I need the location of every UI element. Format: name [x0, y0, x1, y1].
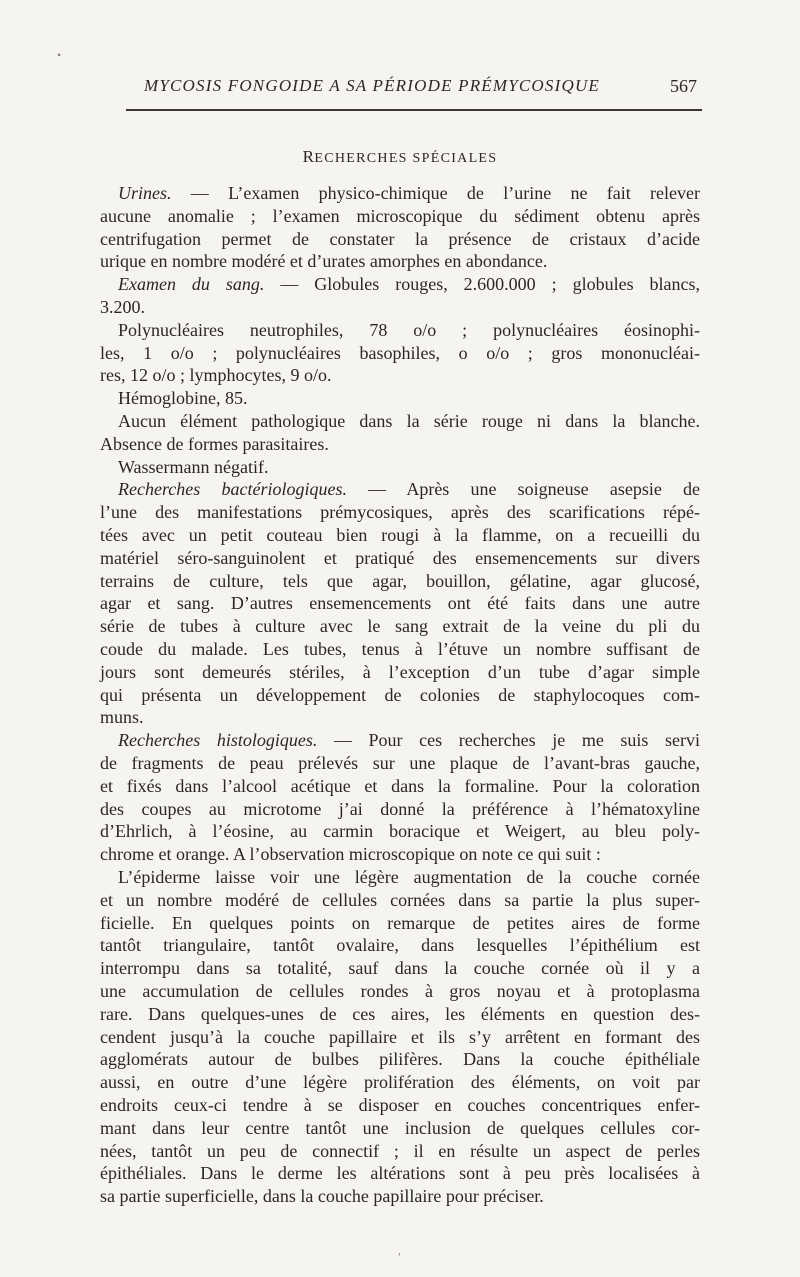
text-line [100, 1003, 700, 1026]
text-run: Hémoglobine, 85. [118, 388, 248, 409]
text-run: ficielle. En quelques points on remarque de petites aires de forme [100, 912, 700, 933]
text-run: coude du malade. Les tubes, tenus à l’étuve un nombre suffisant de [100, 639, 700, 659]
text-line [118, 478, 700, 501]
text-run: 3.200. [100, 297, 145, 317]
text-run: cendent jusqu’à la couche papillaire et ils s’y arrêtent en formant des [100, 1026, 700, 1047]
text-run: rare. Dans quelques-unes de ces aires, les éléments en question des- [100, 1003, 700, 1024]
text-run: épithéliales. Dans le derme les altérations sont à peu près localisées à [100, 1163, 700, 1184]
header-rule [126, 109, 702, 111]
text-line [100, 957, 700, 980]
text-line [118, 319, 700, 342]
text-run: aussi, en outre d’une légère prolifération des éléments, on voit par [100, 1072, 700, 1093]
text-line [100, 798, 700, 821]
text-run: et fixés dans l’alcool acétique et dans la formaline. Pour la coloration [100, 775, 700, 796]
text-run: une accumulation de cellules rondes à gros noyau et à protoplasma [100, 981, 700, 1001]
text-run: urique en nombre modéré et d’urates amorphes en abondance. [100, 251, 548, 272]
text-line [100, 752, 700, 775]
text-line [100, 706, 700, 729]
section-heading [100, 147, 700, 167]
run-in-heading: Recherches bactériologiques. [118, 479, 347, 500]
running-head [100, 72, 700, 104]
running-title: MYCOSIS FONGOIDE A SA PÉRIODE PRÉMYCOSIQUE [144, 76, 601, 95]
text-line [100, 364, 700, 387]
text-run: muns. [100, 707, 144, 728]
text-line [118, 729, 700, 752]
text-line [100, 934, 700, 957]
text-run: chrome et orange. A l’observation microscopique on note ce qui suit : [100, 844, 601, 865]
text-run: jours sont demeurés stériles, à l’exception d’un tube d’agar simple [100, 661, 700, 682]
text-run: série de tubes à culture avec le sang extrait de la veine du pli du [100, 616, 700, 637]
text-run: — Pour ces recherches je me suis servi [317, 730, 700, 751]
section-heading-rest: ECHERCHES SPÉCIALES [314, 151, 498, 166]
text-run: Wassermann négatif. [118, 456, 269, 477]
text-run: l’une des manifestations prémycosiques, après des scarifications répé- [100, 502, 700, 523]
text-run: mant dans leur centre tantôt une inclusion de quelques cellules cor- [100, 1117, 700, 1138]
text-line [118, 387, 700, 410]
text-line [118, 410, 700, 433]
text-line [100, 889, 700, 912]
text-line [100, 570, 700, 593]
text-run: interrompu dans sa totalité, sauf dans la couche cornée où il y a [100, 958, 700, 979]
text-run: — L’examen physico-chimique de l’urine ne fait relever [171, 183, 700, 203]
text-line [100, 1071, 700, 1094]
text-line [100, 250, 700, 273]
text-line [100, 1162, 700, 1185]
text-line [100, 684, 700, 707]
text-run: sa partie superficielle, dans la couche papillaire pour préciser. [100, 1186, 544, 1207]
text-run: Aucun élément pathologique dans la série rouge ni dans la blanche. [118, 411, 700, 431]
text-line [100, 1048, 700, 1071]
run-in-heading: Examen du sang. [118, 274, 265, 295]
body-text [100, 182, 701, 1207]
text-line [100, 228, 700, 251]
text-line [100, 615, 700, 638]
text-line [118, 182, 700, 205]
text-run: matériel séro-sanguinolent et pratiqué des ensemencements sur divers [100, 547, 700, 568]
text-line [118, 456, 700, 479]
text-run: nées, tantôt un peu de connectif ; il en résulte un aspect de perles [100, 1140, 700, 1161]
text-run: — Après une soigneuse asepsie de [346, 479, 700, 500]
text-line [100, 980, 700, 1003]
text-run: des coupes au microtome j’ai donné la préférence à l’hématoxyline [100, 798, 700, 819]
text-run: tées avec un petit couteau bien rougi à la flamme, on a recueilli du [100, 525, 700, 545]
text-run: agar et sang. D’autres ensemencements ont été faits dans une autre [100, 593, 700, 614]
text-line [100, 820, 700, 843]
text-line [100, 547, 700, 570]
text-line [100, 524, 700, 547]
text-line [100, 1094, 700, 1117]
text-run: endroits ceux-ci tendre à se disposer en couches concentriques enfer- [100, 1095, 700, 1115]
section-heading-initial: R [302, 147, 315, 166]
text-line [100, 592, 700, 615]
text-run: qui présenta un développement de colonies de staphylocoques com- [100, 684, 700, 705]
text-line [100, 1185, 700, 1208]
text-run: terrains de culture, tels que agar, bouillon, gélatine, agar glucosé, [100, 570, 700, 591]
text-run: les, 1 o/o ; polynucléaires basophiles, o o/o ; gros mononucléai- [100, 342, 700, 363]
scan-speck: • [57, 48, 62, 62]
run-in-heading: Recherches histologiques. [118, 730, 318, 751]
text-line [100, 433, 700, 456]
text-run: aucune anomalie ; l’examen microscopique du sédiment obtenu après [100, 205, 700, 226]
text-line [118, 866, 700, 889]
page-number: 567 [670, 76, 697, 96]
text-run: res, 12 o/o ; lymphocytes, 9 o/o. [100, 365, 332, 386]
text-line [100, 638, 700, 661]
run-in-heading: Urines. [118, 183, 172, 203]
text-line [100, 843, 700, 866]
text-line [100, 661, 700, 684]
text-line [100, 1117, 700, 1140]
text-line [100, 342, 700, 365]
text-run: agglomérats autour de bulbes pilifères. Dans la couche épithéliale [100, 1049, 700, 1070]
text-run: et un nombre modéré de cellules cornées dans sa partie la plus super- [100, 889, 700, 910]
text-line [100, 775, 700, 798]
text-line [100, 296, 700, 319]
scan-speck: , [398, 1243, 401, 1257]
text-line [100, 1140, 700, 1163]
text-line [100, 501, 700, 524]
text-run: tantôt triangulaire, tantôt ovalaire, dans lesquelles l’épithélium est [100, 935, 700, 956]
text-run: Polynucléaires neutrophiles, 78 o/o ; polynucléaires éosinophi- [118, 319, 700, 340]
text-run: L’épiderme laisse voir une légère augmentation de la couche cornée [118, 867, 700, 887]
text-line [118, 273, 700, 296]
text-line [100, 1026, 700, 1049]
text-run: d’Ehrlich, à l’éosine, au carmin boracique et Weigert, au bleu poly- [100, 821, 700, 842]
text-run: Absence de formes parasitaires. [100, 433, 329, 454]
text-line [100, 912, 700, 935]
text-run: — Globules rouges, 2.600.000 ; globules blancs, [264, 274, 701, 295]
text-run: centrifugation permet de constater la présence de cristaux d’acide [100, 228, 700, 249]
text-run: de fragments de peau prélevés sur une plaque de l’avant-bras gauche, [100, 753, 700, 773]
text-line [100, 205, 700, 228]
